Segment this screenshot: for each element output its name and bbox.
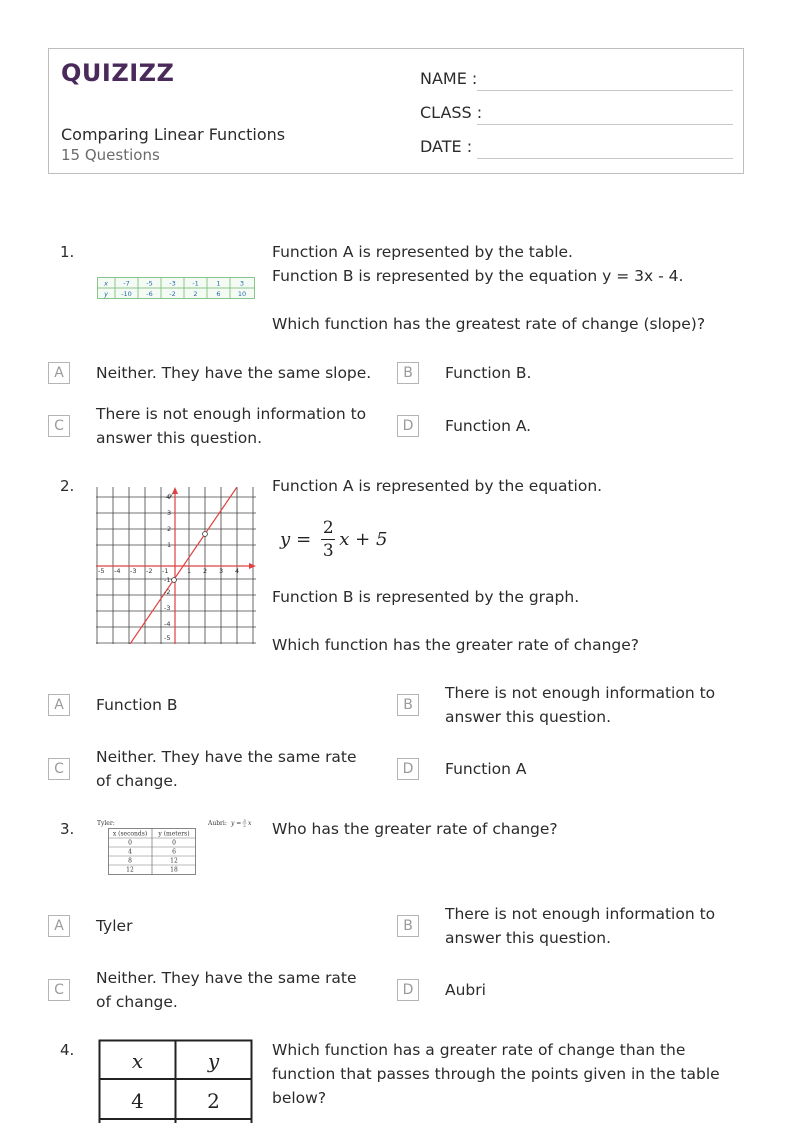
name-label: NAME :: [420, 69, 478, 88]
question-line: Function B is represented by the equation y = 3x - 4.: [272, 267, 684, 285]
quizizz-logo: QUIZIZZ: [61, 59, 175, 87]
option-a-text[interactable]: Tyler: [96, 917, 133, 935]
q1-table-cell: 3: [239, 279, 245, 288]
question-1-text: [272, 240, 742, 336]
graph-x-tick: -4: [114, 567, 121, 575]
aubri-numerator: 3: [243, 818, 246, 823]
name-line: [477, 90, 733, 91]
equation-equals: =: [296, 529, 312, 550]
question-2-equation: [280, 518, 387, 561]
q1-table-cell: -1: [192, 279, 199, 288]
aubri-denominator: 2: [243, 823, 246, 828]
option-d-box[interactable]: D: [397, 758, 419, 780]
option-c-box[interactable]: C: [48, 415, 70, 437]
option-b-text[interactable]: Function B.: [445, 364, 532, 382]
graph-x-tick: 4: [235, 567, 240, 575]
question-3-number: 3.: [60, 820, 75, 838]
q1-table-y-label: y: [104, 290, 108, 298]
option-b-box[interactable]: B: [397, 362, 419, 384]
q1-table-cell: 2: [193, 290, 198, 298]
graph-y-tick: -4: [164, 620, 171, 628]
option-b-box[interactable]: B: [397, 694, 419, 716]
tyler-table-cell: 4: [128, 848, 132, 856]
graph-y-tick: 3: [167, 509, 172, 517]
option-b-box[interactable]: B: [397, 915, 419, 937]
graph-y-tick: 2: [167, 525, 172, 533]
tyler-table-cell: 6: [172, 848, 176, 856]
graph-y-tick: -5: [164, 634, 171, 642]
option-d-text[interactable]: Function A: [445, 760, 527, 778]
question-line: Which function has the greater rate of change?: [272, 636, 640, 654]
q4-table-header: x: [131, 1049, 144, 1073]
question-4-text: Which function has a greater rate of change than the function that passes through the points given in the table below?: [272, 1041, 720, 1107]
question-line: Function A is represented by the table.: [272, 243, 573, 261]
graph-y-axis-label: y: [169, 491, 173, 499]
graph-y-tick: 1: [167, 541, 172, 549]
tyler-table-header: y (meters): [158, 830, 190, 838]
question-2-number: 2.: [60, 477, 75, 495]
worksheet-title: Comparing Linear Functions: [61, 125, 286, 144]
aubri-eq-prefix: y =: [231, 820, 242, 827]
question-3-text: Who has the greater rate of change?: [272, 820, 558, 838]
question-4-table: [98, 1039, 254, 1127]
tyler-table-cell: 8: [128, 857, 132, 865]
question-2-text: [272, 585, 742, 657]
tyler-table-cell: 0: [172, 839, 176, 847]
option-a-text[interactable]: Function B: [96, 696, 178, 714]
fraction-bar: [321, 539, 335, 540]
option-b-text[interactable]: There is not enough information to answer this question.: [445, 905, 716, 947]
graph-x-tick: -2: [146, 567, 153, 575]
tyler-table-cell: 12: [170, 857, 178, 865]
worksheet-header: [48, 48, 744, 174]
question-line: Function B is represented by the graph.: [272, 588, 580, 606]
q1-table-cell: 10: [237, 290, 247, 298]
option-d-text[interactable]: Aubri: [445, 981, 486, 999]
question-1-number: 1.: [60, 243, 75, 261]
date-line: [477, 158, 733, 159]
class-label: CLASS :: [420, 103, 483, 122]
option-b-text[interactable]: There is not enough information to answer this question.: [445, 684, 716, 726]
tyler-table-cell: 0: [128, 839, 132, 847]
option-d-box[interactable]: D: [397, 415, 419, 437]
q1-table-cell: -10: [121, 290, 132, 298]
question-count: 15 Questions: [61, 146, 160, 164]
q4-table-cell: 2: [207, 1089, 220, 1113]
option-c-box[interactable]: C: [48, 758, 70, 780]
option-a-box[interactable]: A: [48, 915, 70, 937]
equation-rest: x + 5: [339, 529, 388, 550]
option-d-box[interactable]: D: [397, 979, 419, 1001]
q4-table-cell: 4: [131, 1089, 144, 1113]
option-a-box[interactable]: A: [48, 362, 70, 384]
class-line: [477, 124, 733, 125]
aubri-label: Aubri:: [208, 820, 227, 827]
graph-x-tick: 1: [187, 567, 192, 575]
question-line: Which function has the greatest rate of change (slope)?: [272, 315, 706, 333]
option-c-text[interactable]: There is not enough information to answer this question.: [96, 405, 367, 447]
q1-table-cell: 1: [216, 279, 221, 288]
option-d-text[interactable]: Function A.: [445, 417, 532, 435]
equation-fraction: [321, 518, 335, 561]
option-c-box[interactable]: C: [48, 979, 70, 1001]
tyler-table-header: x (seconds): [112, 830, 148, 838]
option-c-text[interactable]: Neither. They have the same rate of change.: [96, 748, 357, 790]
graph-x-tick: 3: [219, 567, 224, 575]
graph-x-tick: -1: [162, 567, 169, 575]
question-4-number: 4.: [60, 1041, 75, 1059]
date-label: DATE :: [420, 137, 473, 156]
aubri-eq-suffix: x: [248, 820, 252, 827]
tyler-table-cell: 18: [170, 866, 178, 874]
q1-table-cell: -2: [169, 290, 176, 298]
graph-x-tick: 2: [203, 567, 208, 575]
question-3-image: [96, 817, 256, 883]
equation-lhs: y: [280, 529, 291, 550]
q1-table-cell: -3: [169, 279, 176, 288]
option-a-box[interactable]: A: [48, 694, 70, 716]
graph-y-tick: 4: [166, 493, 171, 501]
tyler-label: Tyler:: [97, 820, 115, 827]
graph-y-tick: -3: [164, 604, 171, 612]
q1-table-cell: 6: [216, 290, 221, 298]
q1-table-cell: -6: [146, 290, 153, 298]
option-a-text[interactable]: Neither. They have the same slope.: [96, 364, 372, 382]
graph-x-tick: -3: [130, 567, 137, 575]
question-2-graph: [96, 487, 256, 648]
graph-y-tick: -1: [164, 576, 171, 584]
question-2-line-1: Function A is represented by the equation.: [272, 477, 603, 495]
question-1-table-image: [97, 277, 255, 303]
option-c-text[interactable]: Neither. They have the same rate of change.: [96, 969, 357, 1011]
graph-x-tick: -5: [98, 567, 105, 575]
tyler-table-cell: 12: [126, 866, 134, 874]
graph-y-tick: -2: [164, 588, 171, 596]
q1-table-cell: -5: [146, 279, 153, 288]
q1-table-cell: -7: [123, 279, 130, 288]
fraction-denominator: 3: [322, 541, 334, 561]
q4-table-header: y: [207, 1049, 220, 1073]
fraction-numerator: 2: [322, 518, 334, 538]
q1-table-x-label: x: [104, 279, 108, 288]
